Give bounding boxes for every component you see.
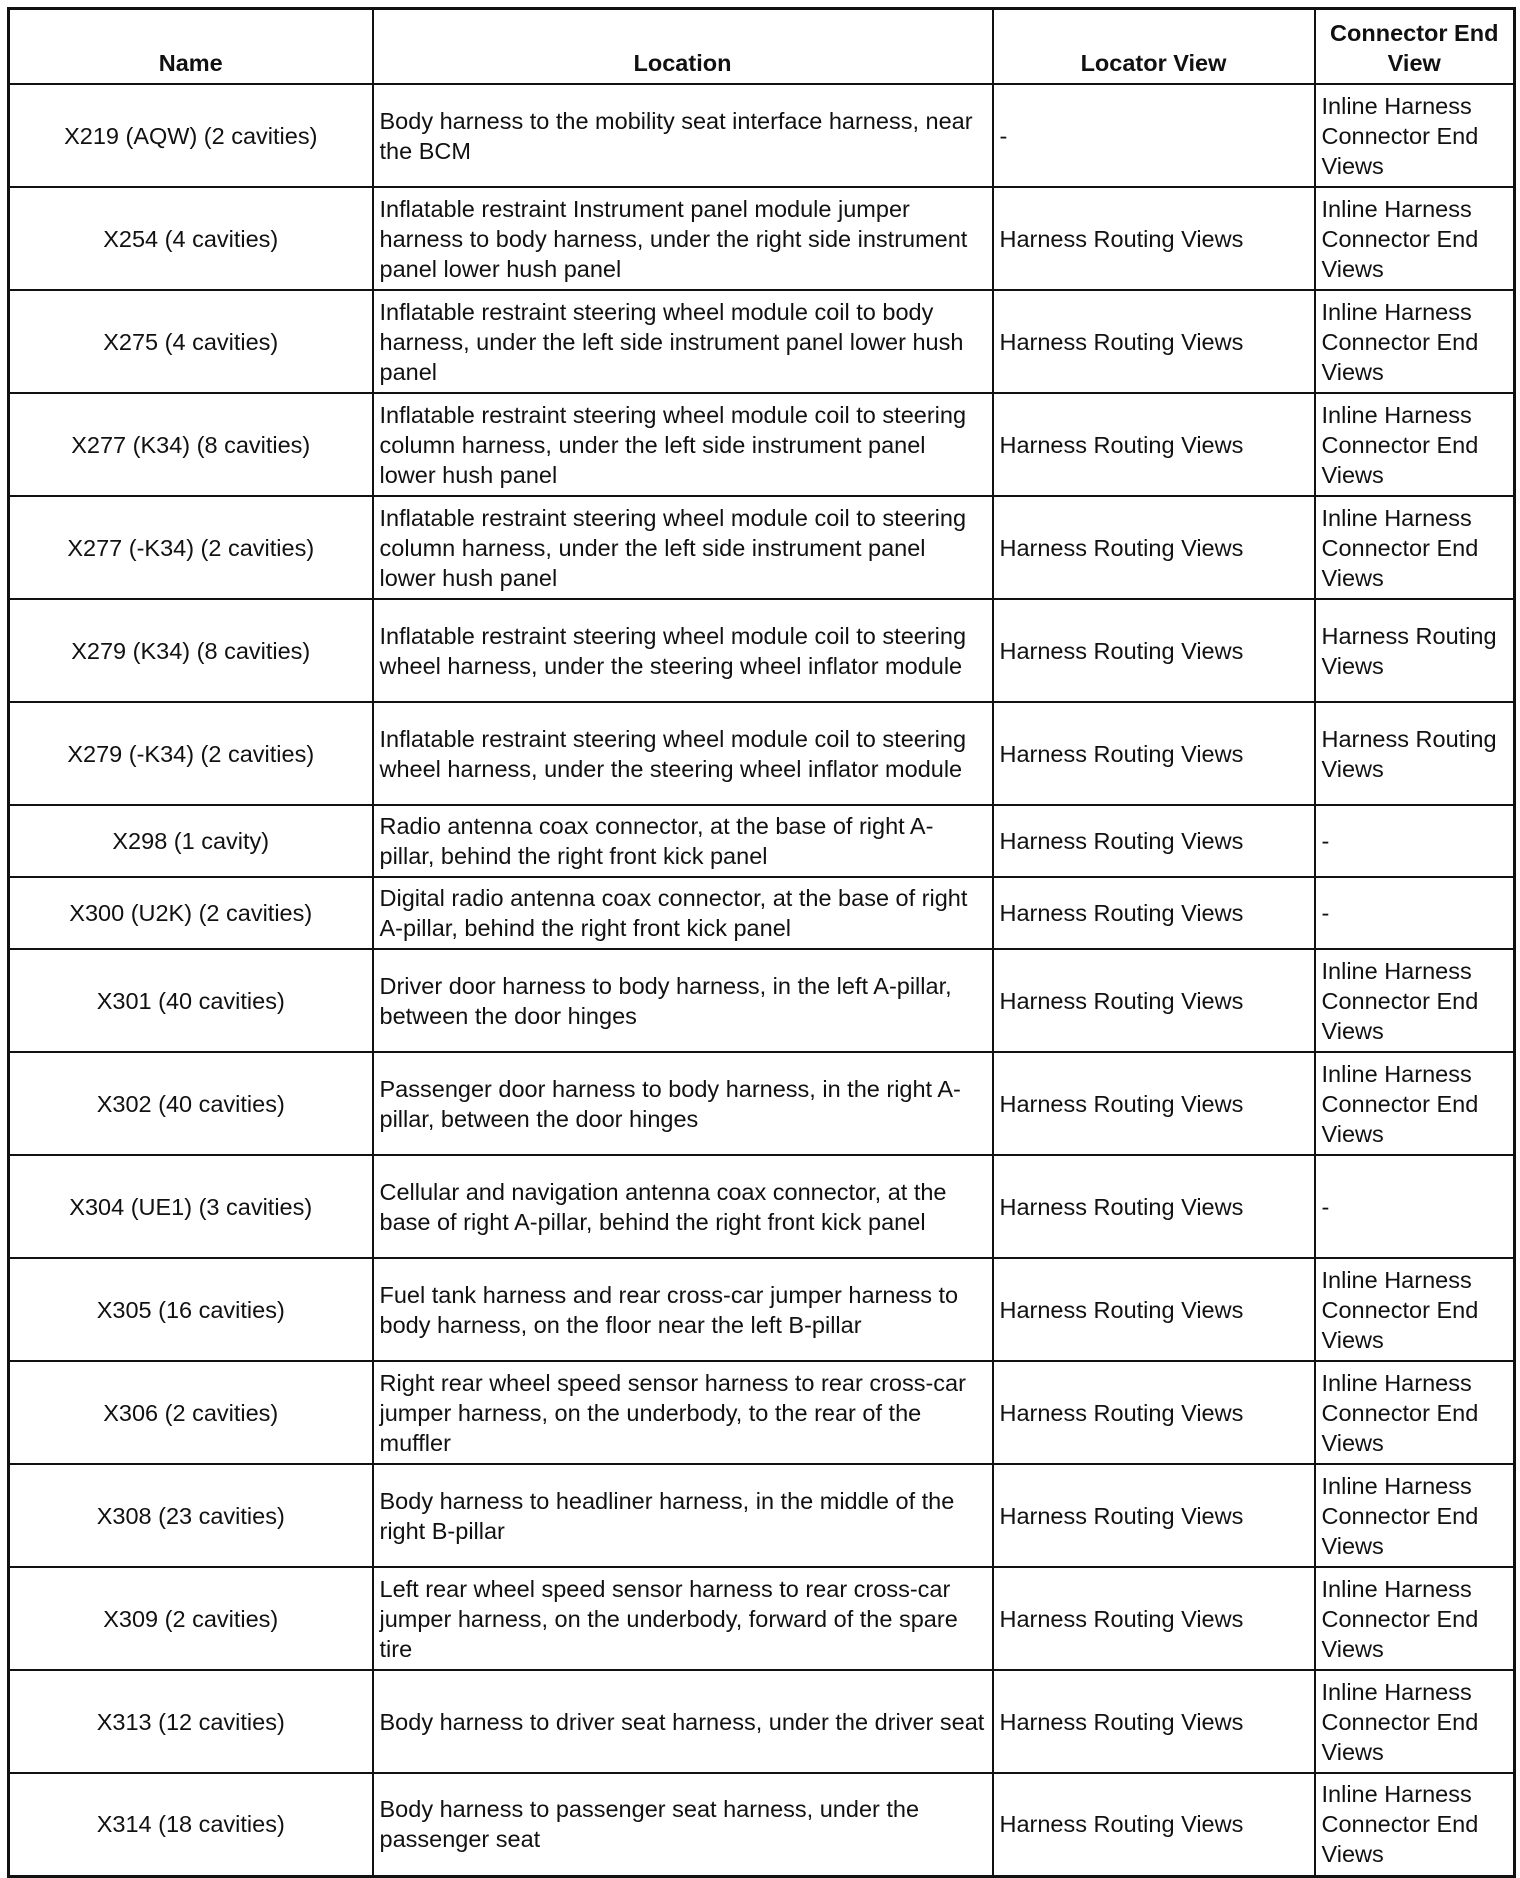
cell-name: X313 (12 cavities) xyxy=(9,1670,373,1773)
table-row xyxy=(9,1464,1515,1567)
cell-connector-end-view: Inline Harness Connector End Views xyxy=(1315,393,1515,496)
cell-name: X277 (K34) (8 cavities) xyxy=(9,393,373,496)
cell-location: Body harness to headliner harness, in the middle of the right B-pillar xyxy=(373,1464,993,1567)
cell-name: X219 (AQW) (2 cavities) xyxy=(9,84,373,187)
cell-name: X254 (4 cavities) xyxy=(9,187,373,290)
cell-locator-view: Harness Routing Views xyxy=(993,1670,1315,1773)
cell-name: X277 (-K34) (2 cavities) xyxy=(9,496,373,599)
cell-locator-view: Harness Routing Views xyxy=(993,290,1315,393)
header-connector-end-view: Connector End View xyxy=(1315,9,1515,85)
cell-location: Body harness to passenger seat harness, under the passenger seat xyxy=(373,1773,993,1876)
cell-connector-end-view: - xyxy=(1315,877,1515,949)
table-row xyxy=(9,1773,1515,1876)
cell-locator-view: Harness Routing Views xyxy=(993,1052,1315,1155)
cell-locator-view: Harness Routing Views xyxy=(993,805,1315,877)
cell-name: X305 (16 cavities) xyxy=(9,1258,373,1361)
cell-name: X298 (1 cavity) xyxy=(9,805,373,877)
cell-name: X279 (-K34) (2 cavities) xyxy=(9,702,373,805)
cell-connector-end-view: Harness Routing Views xyxy=(1315,702,1515,805)
cell-location: Inflatable restraint steering wheel module coil to steering column harness, under the left side instrument panel lower hush panel xyxy=(373,393,993,496)
cell-name: X309 (2 cavities) xyxy=(9,1567,373,1670)
header-locator-view: Locator View xyxy=(993,9,1315,85)
cell-location: Radio antenna coax connector, at the base of right A-pillar, behind the right front kick panel xyxy=(373,805,993,877)
table-row xyxy=(9,1155,1515,1258)
cell-connector-end-view: Inline Harness Connector End Views xyxy=(1315,1670,1515,1773)
cell-connector-end-view: - xyxy=(1315,805,1515,877)
cell-locator-view: Harness Routing Views xyxy=(993,877,1315,949)
cell-name: X300 (U2K) (2 cavities) xyxy=(9,877,373,949)
cell-location: Driver door harness to body harness, in the left A-pillar, between the door hinges xyxy=(373,949,993,1052)
table-row xyxy=(9,877,1515,949)
cell-location: Inflatable restraint Instrument panel module jumper harness to body harness, under the right side instrument panel lower hush panel xyxy=(373,187,993,290)
table-row xyxy=(9,1258,1515,1361)
cell-name: X304 (UE1) (3 cavities) xyxy=(9,1155,373,1258)
cell-location: Fuel tank harness and rear cross-car jumper harness to body harness, on the floor near the left B-pillar xyxy=(373,1258,993,1361)
cell-location: Inflatable restraint steering wheel module coil to steering wheel harness, under the steering wheel inflator module xyxy=(373,702,993,805)
cell-location: Body harness to the mobility seat interface harness, near the BCM xyxy=(373,84,993,187)
table-row xyxy=(9,290,1515,393)
cell-connector-end-view: Inline Harness Connector End Views xyxy=(1315,84,1515,187)
cell-connector-end-view: Inline Harness Connector End Views xyxy=(1315,1361,1515,1464)
cell-connector-end-view: Inline Harness Connector End Views xyxy=(1315,1258,1515,1361)
table-row xyxy=(9,1052,1515,1155)
table-row xyxy=(9,1670,1515,1773)
table-row xyxy=(9,702,1515,805)
cell-location: Inflatable restraint steering wheel module coil to steering column harness, under the left side instrument panel lower hush panel xyxy=(373,496,993,599)
header-location: Location xyxy=(373,9,993,85)
cell-connector-end-view: Inline Harness Connector End Views xyxy=(1315,1464,1515,1567)
cell-location: Cellular and navigation antenna coax connector, at the base of right A-pillar, behind the right front kick panel xyxy=(373,1155,993,1258)
cell-connector-end-view: Harness Routing Views xyxy=(1315,599,1515,702)
cell-name: X301 (40 cavities) xyxy=(9,949,373,1052)
table-header xyxy=(9,9,1515,85)
cell-locator-view: Harness Routing Views xyxy=(993,949,1315,1052)
cell-location: Digital radio antenna coax connector, at the base of right A-pillar, behind the right front kick panel xyxy=(373,877,993,949)
table-row xyxy=(9,805,1515,877)
cell-locator-view: Harness Routing Views xyxy=(993,1464,1315,1567)
cell-locator-view: Harness Routing Views xyxy=(993,393,1315,496)
cell-connector-end-view: Inline Harness Connector End Views xyxy=(1315,187,1515,290)
table-row xyxy=(9,393,1515,496)
cell-locator-view: Harness Routing Views xyxy=(993,187,1315,290)
cell-name: X275 (4 cavities) xyxy=(9,290,373,393)
cell-locator-view: Harness Routing Views xyxy=(993,1361,1315,1464)
cell-location: Inflatable restraint steering wheel module coil to steering wheel harness, under the steering wheel inflator module xyxy=(373,599,993,702)
cell-locator-view: Harness Routing Views xyxy=(993,1567,1315,1670)
connector-table xyxy=(7,7,1516,1878)
cell-location: Inflatable restraint steering wheel module coil to body harness, under the left side instrument panel lower hush panel xyxy=(373,290,993,393)
cell-name: X279 (K34) (8 cavities) xyxy=(9,599,373,702)
cell-connector-end-view: Inline Harness Connector End Views xyxy=(1315,1567,1515,1670)
cell-connector-end-view: Inline Harness Connector End Views xyxy=(1315,496,1515,599)
cell-locator-view: Harness Routing Views xyxy=(993,1258,1315,1361)
table-row xyxy=(9,599,1515,702)
table-body xyxy=(9,84,1515,1876)
header-row xyxy=(9,9,1515,85)
cell-connector-end-view: Inline Harness Connector End Views xyxy=(1315,290,1515,393)
table-row xyxy=(9,1567,1515,1670)
cell-locator-view: Harness Routing Views xyxy=(993,496,1315,599)
cell-locator-view: - xyxy=(993,84,1315,187)
cell-locator-view: Harness Routing Views xyxy=(993,1773,1315,1876)
cell-connector-end-view: Inline Harness Connector End Views xyxy=(1315,1773,1515,1876)
table-row xyxy=(9,496,1515,599)
cell-locator-view: Harness Routing Views xyxy=(993,599,1315,702)
header-name: Name xyxy=(9,9,373,85)
table-row xyxy=(9,84,1515,187)
cell-connector-end-view: - xyxy=(1315,1155,1515,1258)
cell-name: X306 (2 cavities) xyxy=(9,1361,373,1464)
table-row xyxy=(9,187,1515,290)
cell-locator-view: Harness Routing Views xyxy=(993,1155,1315,1258)
cell-name: X308 (23 cavities) xyxy=(9,1464,373,1567)
table-row xyxy=(9,1361,1515,1464)
cell-connector-end-view: Inline Harness Connector End Views xyxy=(1315,1052,1515,1155)
cell-name: X314 (18 cavities) xyxy=(9,1773,373,1876)
cell-location: Right rear wheel speed sensor harness to rear cross-car jumper harness, on the underbody, to the rear of the muffler xyxy=(373,1361,993,1464)
cell-connector-end-view: Inline Harness Connector End Views xyxy=(1315,949,1515,1052)
table-row xyxy=(9,949,1515,1052)
cell-locator-view: Harness Routing Views xyxy=(993,702,1315,805)
cell-location: Body harness to driver seat harness, under the driver seat xyxy=(373,1670,993,1773)
cell-location: Left rear wheel speed sensor harness to rear cross-car jumper harness, on the underbody, forward of the spare tire xyxy=(373,1567,993,1670)
cell-name: X302 (40 cavities) xyxy=(9,1052,373,1155)
cell-location: Passenger door harness to body harness, in the right A-pillar, between the door hinges xyxy=(373,1052,993,1155)
